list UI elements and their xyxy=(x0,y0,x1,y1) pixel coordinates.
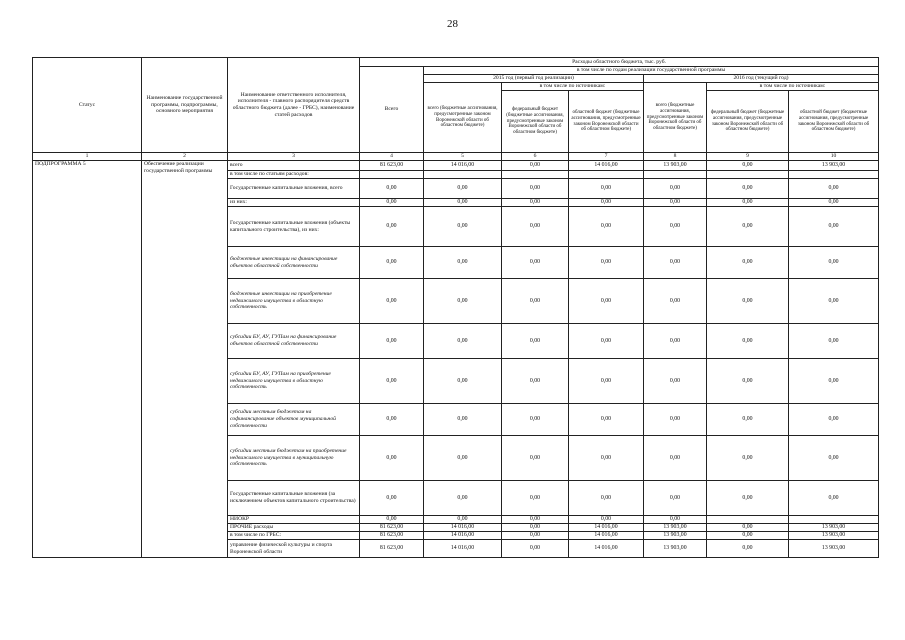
column-number: 7 xyxy=(569,153,644,161)
value-cell: 0,00 xyxy=(360,279,424,324)
value-cell: 0,00 xyxy=(707,532,789,540)
column-number-row xyxy=(33,153,879,161)
value-cell xyxy=(789,516,879,524)
value-cell: 0,00 xyxy=(360,324,424,359)
header-regional-2015: областной бюджет (бюджетные ассигнования, предусмотренные законом Воронежской области об областном бюджете) xyxy=(569,91,644,153)
value-cell: 0,00 xyxy=(644,199,707,207)
value-cell: 0,00 xyxy=(707,324,789,359)
value-cell: 0,00 xyxy=(502,540,569,558)
header-total-2015: всего (бюджетные ассигнования, предусмотренные законом Воронежской области об областном бюджете) xyxy=(424,83,502,153)
value-cell: 0,00 xyxy=(360,404,424,436)
table-body xyxy=(33,161,879,558)
row-label: субсидии БУ, АУ, ГУПам на финансирование объектов областной собственности xyxy=(228,324,360,359)
value-cell: 0,00 xyxy=(789,481,879,516)
value-cell: 0,00 xyxy=(789,436,879,481)
column-number: 10 xyxy=(789,153,879,161)
row-label: бюджетные инвестиции на финансирование объектов областной собственности xyxy=(228,247,360,279)
value-cell: 0,00 xyxy=(789,179,879,199)
value-cell: 0,00 xyxy=(502,516,569,524)
value-cell xyxy=(789,171,879,179)
value-cell: 0,00 xyxy=(644,207,707,247)
column-number: 8 xyxy=(644,153,707,161)
value-cell: 0,00 xyxy=(707,179,789,199)
header-sources-2015: в том числе по источникам: xyxy=(502,83,644,91)
value-cell: 13 903,00 xyxy=(644,532,707,540)
value-cell: 0,00 xyxy=(502,199,569,207)
row-label: Государственные капитальные вложения, всего xyxy=(228,179,360,199)
value-cell: 0,00 xyxy=(502,481,569,516)
value-cell: 0,00 xyxy=(789,199,879,207)
header-program-name: Наименование государственной программы, подпрограммы, основного мероприятия xyxy=(142,58,228,153)
value-cell: 0,00 xyxy=(424,279,502,324)
value-cell: 81 623,00 xyxy=(360,161,424,171)
value-cell: 0,00 xyxy=(789,207,879,247)
row-label: бюджетные инвестиции на приобретение недвижимого имущества в областную собственность xyxy=(228,279,360,324)
value-cell: 0,00 xyxy=(644,359,707,404)
value-cell: 0,00 xyxy=(644,436,707,481)
value-cell: 13 903,00 xyxy=(644,161,707,171)
header-federal-2015: федеральный бюджет (бюджетные ассигнования, предусмотренные законом Воронежской области об областном бюджете) xyxy=(502,91,569,153)
value-cell: 13 903,00 xyxy=(789,161,879,171)
value-cell: 0,00 xyxy=(569,279,644,324)
value-cell: 0,00 xyxy=(569,359,644,404)
row-label: Государственные капитальные вложения (за исключением объектов капитального строительства) xyxy=(228,481,360,516)
section-name: Обеспечение реализации государственной программы xyxy=(142,161,228,558)
value-cell: 0,00 xyxy=(569,516,644,524)
header-federal-2016: федеральный бюджет (бюджетные ассигнования, предусмотренные законом Воронежской области об областном бюджете) xyxy=(707,91,789,153)
value-cell: 0,00 xyxy=(360,436,424,481)
value-cell: 0,00 xyxy=(707,279,789,324)
value-cell: 0,00 xyxy=(502,359,569,404)
value-cell: 13 903,00 xyxy=(789,540,879,558)
row-label: субсидии БУ, АУ, ГУПам на приобретение недвижимого имущества в областную собственность xyxy=(228,359,360,404)
value-cell: 0,00 xyxy=(707,481,789,516)
value-cell: 0,00 xyxy=(644,247,707,279)
value-cell: 0,00 xyxy=(502,524,569,532)
value-cell xyxy=(644,171,707,179)
value-cell: 13 903,00 xyxy=(644,524,707,532)
value-cell: 0,00 xyxy=(360,247,424,279)
value-cell: 0,00 xyxy=(707,199,789,207)
value-cell xyxy=(707,516,789,524)
value-cell: 0,00 xyxy=(644,516,707,524)
value-cell: 0,00 xyxy=(569,179,644,199)
page-number: 28 xyxy=(447,18,458,30)
row-label: управление физической культуры и спорта Воронежской области xyxy=(228,540,360,558)
value-cell: 0,00 xyxy=(569,324,644,359)
value-cell: 0,00 xyxy=(502,247,569,279)
value-cell: 0,00 xyxy=(707,404,789,436)
value-cell: 0,00 xyxy=(360,199,424,207)
value-cell: 0,00 xyxy=(360,207,424,247)
row-label: субсидии местным бюджетам на софинансирование объектов муниципальной собственности xyxy=(228,404,360,436)
value-cell: 0,00 xyxy=(644,481,707,516)
row-label: всего xyxy=(228,161,360,171)
value-cell: 0,00 xyxy=(569,481,644,516)
value-cell: 0,00 xyxy=(424,436,502,481)
value-cell: 0,00 xyxy=(502,161,569,171)
row-label: НИОКР xyxy=(228,516,360,524)
value-cell: 0,00 xyxy=(789,324,879,359)
value-cell: 0,00 xyxy=(502,404,569,436)
header-total: Всего xyxy=(360,67,424,153)
row-label: из них: xyxy=(228,199,360,207)
value-cell: 14 016,00 xyxy=(424,532,502,540)
value-cell: 14 016,00 xyxy=(569,540,644,558)
value-cell: 0,00 xyxy=(424,404,502,436)
row-label: Государственные капитальные вложения (объекты капитального строительства), из них: xyxy=(228,207,360,247)
value-cell xyxy=(360,171,424,179)
value-cell: 0,00 xyxy=(644,324,707,359)
value-cell: 14 016,00 xyxy=(424,540,502,558)
header-status: Статус xyxy=(33,58,142,153)
value-cell: 13 903,00 xyxy=(789,532,879,540)
value-cell: 0,00 xyxy=(424,247,502,279)
value-cell: 0,00 xyxy=(424,207,502,247)
value-cell: 0,00 xyxy=(424,359,502,404)
column-number: 4 xyxy=(360,153,424,161)
column-number: 2 xyxy=(142,153,228,161)
value-cell: 0,00 xyxy=(789,404,879,436)
value-cell: 81 623,00 xyxy=(360,540,424,558)
value-cell: 0,00 xyxy=(502,436,569,481)
value-cell: 0,00 xyxy=(569,436,644,481)
value-cell: 0,00 xyxy=(569,404,644,436)
value-cell: 0,00 xyxy=(502,532,569,540)
column-number: 6 xyxy=(502,153,569,161)
value-cell: 0,00 xyxy=(707,247,789,279)
budget-table xyxy=(32,57,879,558)
value-cell: 0,00 xyxy=(424,199,502,207)
value-cell: 0,00 xyxy=(502,324,569,359)
header-executor: Наименование ответственного исполнителя, исполнителя - главного распорядителя средств областного бюджета (далее - ГРБС), наименование статей расходов xyxy=(228,58,360,153)
row-label: субсидии местным бюджетам на приобретение недвижимого имущества в муниципальную собственность xyxy=(228,436,360,481)
value-cell: 0,00 xyxy=(360,516,424,524)
value-cell: 0,00 xyxy=(424,481,502,516)
value-cell: 0,00 xyxy=(569,207,644,247)
column-number: 1 xyxy=(33,153,142,161)
column-number: 9 xyxy=(707,153,789,161)
value-cell: 13 903,00 xyxy=(644,540,707,558)
value-cell: 81 623,00 xyxy=(360,524,424,532)
value-cell: 0,00 xyxy=(569,247,644,279)
value-cell: 0,00 xyxy=(424,516,502,524)
value-cell: 0,00 xyxy=(424,179,502,199)
value-cell: 0,00 xyxy=(707,524,789,532)
value-cell: 81 623,00 xyxy=(360,532,424,540)
value-cell: 0,00 xyxy=(502,279,569,324)
value-cell: 0,00 xyxy=(644,404,707,436)
value-cell xyxy=(707,171,789,179)
value-cell xyxy=(502,171,569,179)
value-cell: 0,00 xyxy=(707,161,789,171)
value-cell: 0,00 xyxy=(360,359,424,404)
row-label: в том числе по ГРБС: xyxy=(228,532,360,540)
value-cell: 14 016,00 xyxy=(569,532,644,540)
value-cell: 0,00 xyxy=(644,279,707,324)
header-total-2016: всего (бюджетные ассигнования, предусмотренные законом Воронежской области об областном бюджете) xyxy=(644,83,707,153)
column-number: 5 xyxy=(424,153,502,161)
value-cell: 0,00 xyxy=(789,247,879,279)
value-cell xyxy=(569,171,644,179)
row-label: в том числе по статьям расходов: xyxy=(228,171,360,179)
value-cell: 0,00 xyxy=(789,279,879,324)
header-by-years: в том числе по годам реализации государственной программы xyxy=(424,67,879,75)
value-cell: 14 016,00 xyxy=(424,524,502,532)
value-cell: 14 016,00 xyxy=(569,524,644,532)
value-cell: 0,00 xyxy=(360,481,424,516)
value-cell: 14 016,00 xyxy=(424,161,502,171)
value-cell: 0,00 xyxy=(644,179,707,199)
value-cell: 0,00 xyxy=(707,359,789,404)
table-row xyxy=(33,161,879,171)
value-cell: 14 016,00 xyxy=(569,161,644,171)
value-cell xyxy=(424,171,502,179)
header-sources-2016: в том числе по источникам: xyxy=(707,83,879,91)
value-cell: 0,00 xyxy=(707,540,789,558)
table-header xyxy=(33,58,879,161)
value-cell: 0,00 xyxy=(360,179,424,199)
value-cell: 0,00 xyxy=(502,179,569,199)
value-cell: 0,00 xyxy=(424,324,502,359)
header-year-2016: 2016 год (текущий год) xyxy=(644,75,879,83)
value-cell: 0,00 xyxy=(502,207,569,247)
value-cell: 0,00 xyxy=(789,359,879,404)
value-cell: 0,00 xyxy=(707,207,789,247)
header-year-2015: 2015 год (первый год реализации) xyxy=(424,75,644,83)
section-status: ПОДПРОГРАММА 5 xyxy=(33,161,142,558)
value-cell: 0,00 xyxy=(707,436,789,481)
header-expenses: Расходы областного бюджета, тыс. руб. xyxy=(360,58,879,67)
value-cell: 0,00 xyxy=(569,199,644,207)
row-label: ПРОЧИЕ расходы xyxy=(228,524,360,532)
column-number: 3 xyxy=(228,153,360,161)
header-regional-2016: областной бюджет (бюджетные ассигнования, предусмотренные законом Воронежской области об областном бюджете) xyxy=(789,91,879,153)
value-cell: 13 903,00 xyxy=(789,524,879,532)
